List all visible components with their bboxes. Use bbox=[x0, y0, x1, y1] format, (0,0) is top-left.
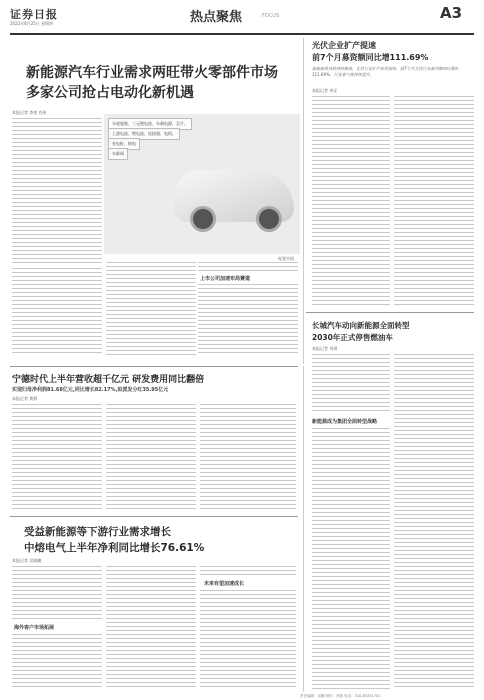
side-body-col2 bbox=[394, 96, 474, 306]
image-label-3: 充电桩、换电 bbox=[108, 138, 140, 150]
changcheng-body-2 bbox=[312, 428, 390, 690]
zhonghui-headline-2: 中熔电气上半年净利同比增长76.61% bbox=[24, 542, 205, 554]
ev-illustration bbox=[104, 114, 300, 254]
zhonghui-byline: 本报记者 吴晓璐 bbox=[12, 558, 42, 563]
footer-credits: 责任编辑：吴鹏 制作：李波 电话：010-83251702 bbox=[300, 694, 381, 698]
section-title: 热点聚焦 bbox=[190, 10, 243, 25]
side-headline-1: 光伏企业扩产提速 bbox=[312, 41, 376, 50]
image-label-4: 车联网 bbox=[108, 148, 128, 160]
main-headline-2: 多家公司抢占电动化新机遇 bbox=[26, 85, 194, 101]
ningde-body-col2 bbox=[106, 404, 196, 512]
main-body-col3 bbox=[198, 284, 298, 356]
image-label-1: 车轮轮胎、三元锂电池、车载电源、芯片、 bbox=[108, 118, 192, 130]
image-label-2: 上游电池、锂电池、连接器、电机、 bbox=[108, 128, 180, 140]
zhonghui-body-col1b bbox=[12, 634, 102, 690]
side-byline: 本报记者 李正 bbox=[312, 88, 338, 93]
header-rule bbox=[10, 33, 474, 35]
zhonghui-subhead-1: 海外客户市场拓展 bbox=[14, 625, 55, 631]
main-body-col3a bbox=[198, 262, 298, 272]
changcheng-subhead: 新能源成为集团全面转型战略 bbox=[312, 419, 378, 425]
section-subtitle: FOCUS bbox=[262, 13, 280, 19]
zhonghui-body-col1a bbox=[12, 566, 102, 620]
changcheng-byline: 本报记者 刘琪 bbox=[312, 346, 338, 351]
page-number: A3 bbox=[440, 4, 463, 22]
section-rule bbox=[306, 312, 474, 313]
main-body-col2 bbox=[106, 262, 196, 356]
section-rule bbox=[10, 516, 298, 517]
issue-date: 2022年8月25日 星期四 bbox=[10, 21, 54, 26]
section-rule bbox=[10, 366, 298, 367]
main-byline: 本报记者 李豪 肖伟 bbox=[12, 110, 47, 115]
image-credit: 视觉中国 bbox=[278, 256, 294, 261]
side-body-col1 bbox=[312, 96, 390, 306]
ningde-deck: 实现归母净利润81.68亿元,同比增长82.17%,拟派发分红35.95亿元 bbox=[12, 387, 169, 393]
zhonghui-body-col3 bbox=[200, 590, 296, 690]
zhonghui-body-col2 bbox=[106, 566, 196, 690]
main-headline-1: 新能源汽车行业需求两旺带火零部件市场 bbox=[26, 65, 278, 81]
zhonghui-body-col3a bbox=[200, 566, 296, 576]
main-body-col1 bbox=[12, 118, 102, 266]
changcheng-headline-2: 2030年正式停售燃油车 bbox=[312, 333, 393, 342]
column-divider bbox=[303, 366, 304, 692]
masthead-logo: 证券日报 bbox=[10, 8, 58, 21]
main-subhead: 上市公司加速布局赛道 bbox=[200, 276, 251, 282]
changcheng-body-1 bbox=[312, 354, 390, 414]
changcheng-headline-1: 长城汽车动向新能源全面转型 bbox=[312, 321, 410, 330]
column-divider bbox=[303, 38, 304, 364]
side-headline-2: 前7个月募资额同比增111.69% bbox=[312, 53, 429, 62]
ningde-headline: 宁德时代上半年营收超千亿元 研发费用同比翻倍 bbox=[12, 375, 205, 385]
wheel-graphic bbox=[256, 206, 282, 232]
changcheng-body-3 bbox=[394, 354, 474, 690]
zhonghui-headline-1: 受益新能源等下游行业需求增长 bbox=[24, 526, 171, 538]
ningde-body-col3 bbox=[200, 404, 296, 512]
side-lead: 新能源项目的持续推进，光伏行业扩产步伐加快，前7个月光伏行业募资额同比增长111.69%，行业景气度持续提升。 bbox=[312, 66, 459, 77]
main-body-col1b bbox=[12, 268, 102, 356]
zhonghui-subhead-2: 未来有望加速成长 bbox=[204, 581, 245, 587]
wheel-graphic bbox=[190, 206, 216, 232]
ningde-byline: 本报记者 黄群 bbox=[12, 396, 38, 401]
ningde-body-col1 bbox=[12, 404, 102, 512]
